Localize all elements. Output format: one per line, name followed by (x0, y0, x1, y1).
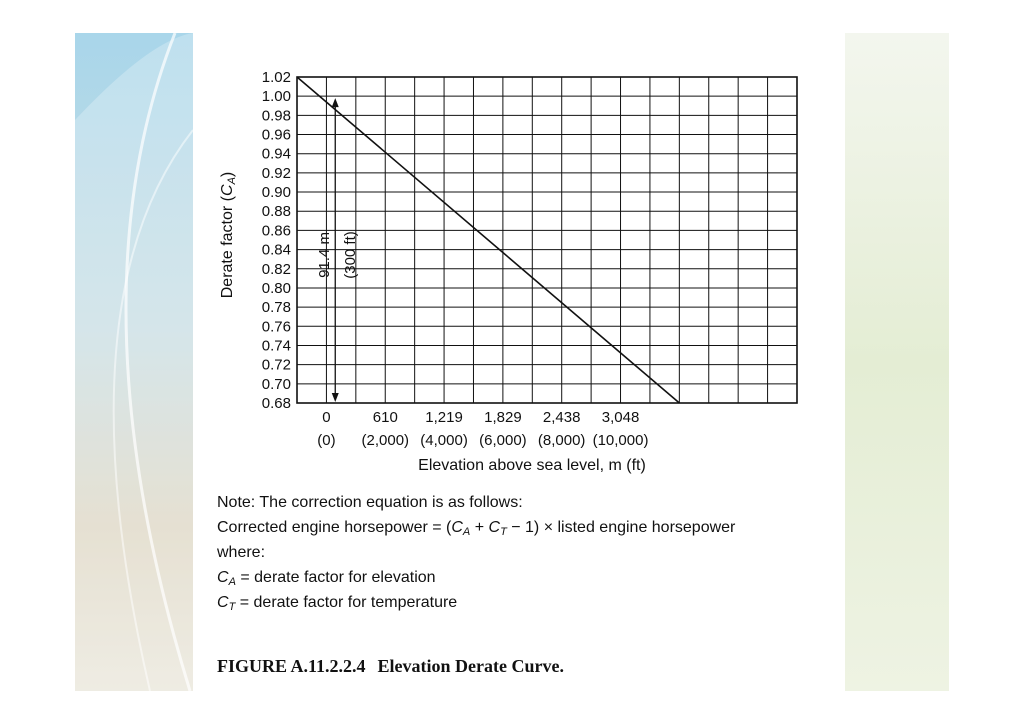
x-tick-label-m: 610 (372, 409, 398, 426)
x-tick-label-ft: (0) (317, 432, 336, 449)
note-intro: Note: The correction equation is as follows: (217, 494, 523, 511)
note-equation: Corrected engine horsepower = $(C_A + C_T - 1)$ × listed engine horsepower (217, 519, 736, 538)
y-tick-label: 0.76 (261, 318, 291, 336)
x-axis-label: Elevation above sea level, m (ft) (418, 457, 646, 474)
x-tick-label-m: 3,048 (601, 409, 640, 426)
y-tick-label: 0.98 (261, 107, 291, 125)
note-where: where: (217, 544, 266, 561)
annotation-label-ft: (300 ft) (342, 231, 360, 279)
y-tick-label: 1.02 (261, 69, 291, 86)
note-ca-definition: $C_A$ = derate factor for elevation (217, 569, 436, 588)
y-tick-label: 0.78 (261, 299, 291, 317)
y-tick-label: 0.88 (261, 203, 291, 221)
figure-number: FIGURE A.11.2.2.4 (217, 656, 366, 676)
annotation-arrow-head-top (332, 98, 339, 107)
y-tick-label: 0.86 (261, 222, 291, 240)
y-tick-label: 0.72 (261, 356, 291, 374)
figure-caption (217, 656, 564, 677)
y-tick-label: 0.74 (261, 337, 291, 355)
x-tick-label-m: 0 (322, 409, 331, 426)
y-tick-labels (262, 69, 291, 412)
y-tick-label: 0.84 (261, 241, 291, 259)
chart-grid (297, 77, 797, 403)
annotation-arrow-head-bottom (332, 393, 339, 402)
y-tick-label: 0.94 (261, 145, 291, 163)
y-tick-label: 0.90 (261, 184, 291, 202)
y-tick-label: 0.70 (261, 375, 291, 393)
y-axis-label: Derate factor (CA) (219, 171, 238, 299)
x-tick-labels (317, 409, 648, 449)
x-tick-label-ft: (4,000) (420, 432, 468, 449)
x-tick-label-ft: (2,000) (361, 432, 410, 449)
note-ct-definition: $C_T$ = derate factor for temperature (217, 594, 458, 613)
y-tick-label: 0.80 (261, 279, 291, 297)
figure-title: Elevation Derate Curve. (377, 656, 564, 676)
y-tick-label: 0.96 (261, 126, 291, 144)
y-tick-label: 0.82 (261, 260, 291, 278)
annotation-label-m: 91.4 m (316, 232, 334, 278)
y-tick-label: 0.68 (261, 395, 291, 412)
x-tick-label-m: 2,438 (542, 409, 581, 426)
x-tick-label-m: 1,829 (484, 409, 522, 426)
x-tick-label-ft: (6,000) (479, 432, 527, 449)
y-tick-label: 1.00 (261, 88, 291, 106)
y-tick-label: 0.92 (261, 164, 291, 182)
x-tick-label-ft: (8,000) (537, 432, 586, 449)
x-tick-label-ft: (10,000) (592, 432, 649, 449)
x-tick-label-m: 1,219 (425, 409, 463, 426)
plot-frame (297, 77, 797, 403)
notes-block (217, 490, 857, 615)
